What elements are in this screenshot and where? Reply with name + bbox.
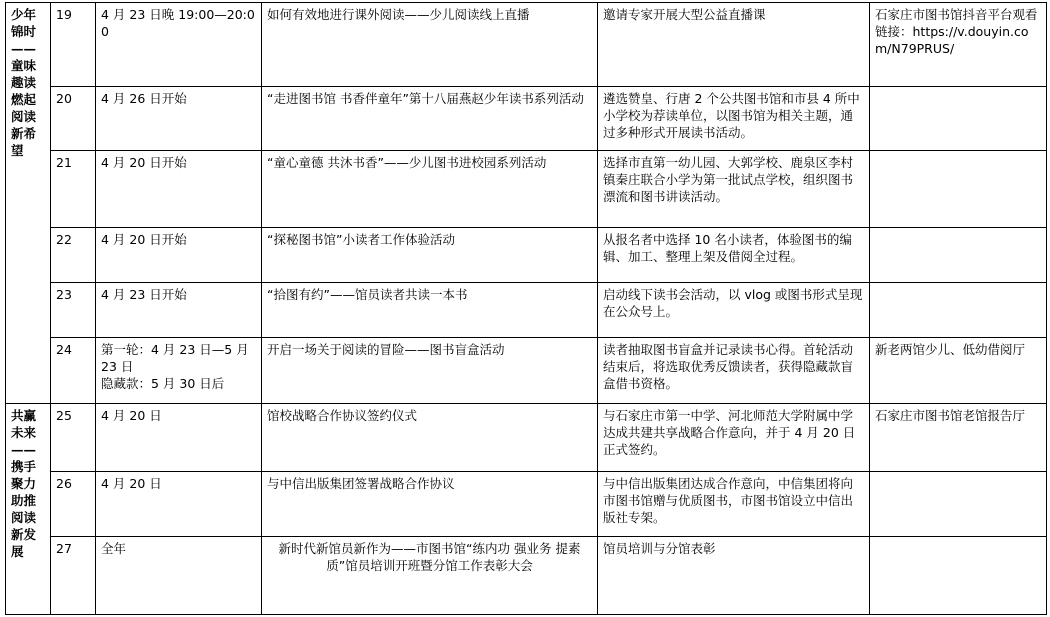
group-title-line: —— xyxy=(11,41,36,56)
content-cell: 邀请专家开展大型公益直播课 xyxy=(598,3,870,87)
table-row xyxy=(6,404,1047,472)
row-number: 20 xyxy=(51,87,96,151)
group-title-line: 阅读 xyxy=(11,109,37,124)
row-number: 27 xyxy=(51,537,96,615)
row-number: 21 xyxy=(51,151,96,228)
content-cell: 读者抽取图书盲盒并记录读书心得。首轮活动结束后，将选取优秀反馈读者，获得隐藏款盲盒借书资格。 xyxy=(598,338,870,404)
content-cell: 从报名者中选择 10 名小读者，体验图书的编辑、加工、整理上架及借阅全过程。 xyxy=(598,228,870,283)
group-title-line: 助推 xyxy=(11,493,37,508)
time-cell: 4 月 23 日晚 19:00—20:00 xyxy=(96,3,262,87)
group-title-line: 共赢 xyxy=(11,408,37,423)
group-title-line: 童味 xyxy=(11,58,37,73)
group-title-line: 燃起 xyxy=(11,92,37,107)
group-title-line: 未来 xyxy=(11,425,37,440)
activity-cell: 新时代新馆员新作为——市图书馆“练内功 强业务 提素质”馆员培训开班暨分馆工作表彰大会 xyxy=(262,537,598,615)
activity-cell: “探秘图书馆”小读者工作体验活动 xyxy=(262,228,598,283)
content-cell: 馆员培训与分馆表彰 xyxy=(598,537,870,615)
time-line: 隐藏款：5 月 30 日后 xyxy=(101,376,225,391)
time-cell: 4 月 20 日 xyxy=(96,404,262,472)
table-row xyxy=(6,283,1047,338)
location-cell xyxy=(870,151,1047,228)
group-title-line: 携手 xyxy=(11,459,37,474)
location-cell: 石家庄市图书馆老馆报告厅 xyxy=(870,404,1047,472)
table-row xyxy=(6,3,1047,87)
time-cell: 4 月 20 日开始 xyxy=(96,228,262,283)
group-title-line: 望 xyxy=(11,143,24,158)
time-cell: 全年 xyxy=(96,537,262,615)
row-number: 25 xyxy=(51,404,96,472)
group-title-line: 新发 xyxy=(11,527,37,542)
time-cell xyxy=(96,338,262,404)
group-title-line: 锦时 xyxy=(11,24,37,39)
location-cell xyxy=(870,537,1047,615)
activity-cell: 开启一场关于阅读的冒险——图书盲盒活动 xyxy=(262,338,598,404)
location-cell: 新老两馆少儿、低幼借阅厅 xyxy=(870,338,1047,404)
group-title-line: 阅读 xyxy=(11,510,37,525)
content-cell: 选择市直第一幼儿园、大郭学校、鹿泉区李村镇秦庄联合小学为第一批试点学校，组织图书漂流和图书讲读活动。 xyxy=(598,151,870,228)
content-cell: 启动线下读书会活动，以 vlog 或图书形式呈现在公众号上。 xyxy=(598,283,870,338)
group-title-cell xyxy=(6,404,51,615)
activity-cell: 与中信出版集团签署战略合作协议 xyxy=(262,472,598,537)
row-number: 19 xyxy=(51,3,96,87)
table-row xyxy=(6,338,1047,404)
time-cell: 4 月 20 日开始 xyxy=(96,151,262,228)
row-number: 23 xyxy=(51,283,96,338)
location-cell xyxy=(870,283,1047,338)
location-cell: 石家庄市图书馆抖音平台观看链接：https://v.douyin.com/N79PRUS/ xyxy=(870,3,1047,87)
table-row xyxy=(6,151,1047,228)
activity-cell: “走进图书馆 书香伴童年”第十八届燕赵少年读书系列活动 xyxy=(262,87,598,151)
row-number: 26 xyxy=(51,472,96,537)
activity-cell: 馆校战略合作协议签约仪式 xyxy=(262,404,598,472)
content-cell: 与石家庄市第一中学、河北师范大学附属中学达成共建共享战略合作意向，并于 4 月 20 日正式签约。 xyxy=(598,404,870,472)
group-title-cell xyxy=(6,3,51,404)
table-row xyxy=(6,87,1047,151)
group-title-line: 展 xyxy=(11,544,24,559)
table-row xyxy=(6,228,1047,283)
time-cell: 4 月 20 日 xyxy=(96,472,262,537)
activity-cell: “童心童德 共沐书香”——少儿图书进校园系列活动 xyxy=(262,151,598,228)
location-cell xyxy=(870,228,1047,283)
table-row xyxy=(6,537,1047,615)
time-cell: 4 月 26 日开始 xyxy=(96,87,262,151)
table-row xyxy=(6,472,1047,537)
group-title-line: —— xyxy=(11,442,36,457)
schedule-table xyxy=(5,2,1047,615)
activity-cell: “拾图有约”——馆员读者共读一本书 xyxy=(262,283,598,338)
group-title-line: 聚力 xyxy=(11,476,37,491)
group-title-line: 少年 xyxy=(11,7,37,22)
time-cell: 4 月 23 日开始 xyxy=(96,283,262,338)
group-title-line: 趣读 xyxy=(11,75,37,90)
activity-cell: 如何有效地进行课外阅读——少儿阅读线上直播 xyxy=(262,3,598,87)
content-cell: 与中信出版集团达成合作意向，中信集团将向市图书馆赠与优质图书，市图书馆设立中信出版社专架。 xyxy=(598,472,870,537)
location-cell xyxy=(870,87,1047,151)
row-number: 22 xyxy=(51,228,96,283)
group-title-line: 新希 xyxy=(11,126,37,141)
content-cell: 遴选赞皇、行唐 2 个公共图书馆和市县 4 所中小学校为荐读单位，以图书馆为相关主题，通过多种形式开展读书活动。 xyxy=(598,87,870,151)
time-line: 第一轮：4 月 23 日—5 月 23 日 xyxy=(101,342,249,374)
location-cell xyxy=(870,472,1047,537)
row-number: 24 xyxy=(51,338,96,404)
